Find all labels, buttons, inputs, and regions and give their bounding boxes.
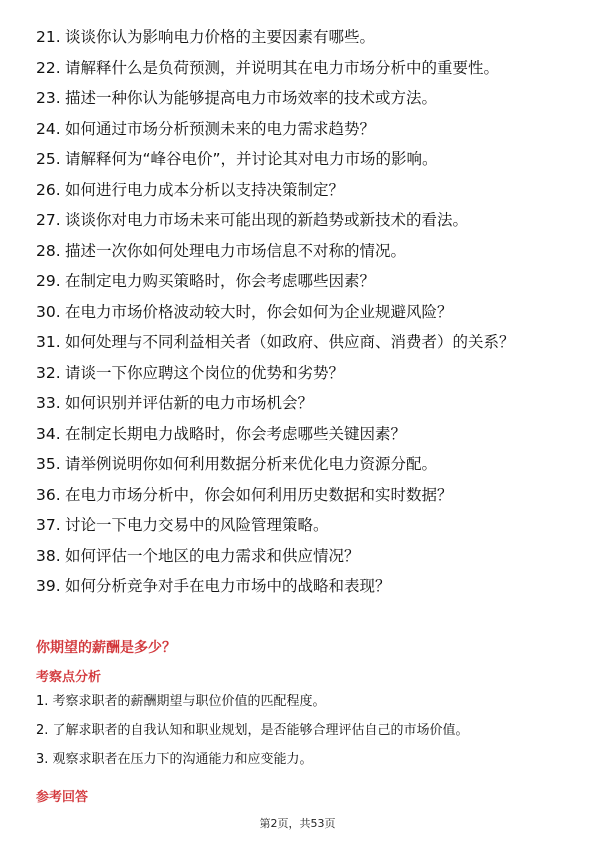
question-text: 请举例说明你如何利用数据分析来优化电力资源分配。 <box>65 455 438 473</box>
question-number: 33. <box>36 394 61 412</box>
question-item <box>36 241 556 261</box>
question-number: 39. <box>36 577 61 595</box>
question-number: 23. <box>36 89 61 107</box>
analysis-heading: 考察点分析 <box>36 670 102 685</box>
analysis-item: 2. 了解求职者的自我认知和职业规划，是否能够合理评估自己的市场价值。 <box>36 723 469 738</box>
analysis-item: 1. 考察求职者的薪酬期望与职位价值的匹配程度。 <box>36 694 326 709</box>
question-item <box>36 393 556 413</box>
question-text: 谈谈你对电力市场未来可能出现的新趋势或新技术的看法。 <box>65 211 469 229</box>
question-item <box>36 119 556 139</box>
question-item <box>36 210 556 230</box>
question-text: 如何识别并评估新的电力市场机会？ <box>65 394 314 412</box>
question-text: 描述一种你认为能够提高电力市场效率的技术或方法。 <box>65 89 438 107</box>
question-item <box>36 515 556 535</box>
question-number: 22. <box>36 58 61 77</box>
question-item <box>36 454 556 474</box>
question-number: 25. <box>36 150 61 168</box>
question-text: 在制定长期电力战略时，你会考虑哪些关键因素？ <box>65 424 407 443</box>
question-item <box>36 302 556 322</box>
question-text: 在电力市场价格波动较大时，你会如何为企业规避风险？ <box>65 302 453 321</box>
question-text: 谈谈你认为影响电力价格的主要因素有哪些。 <box>65 28 376 46</box>
question-number: 34. <box>36 424 61 443</box>
question-text: 描述一次你如何处理电力市场信息不对称的情况。 <box>65 241 407 260</box>
question-item <box>36 149 556 169</box>
reference-answer-heading: 参考回答 <box>36 790 89 805</box>
question-number: 36. <box>36 485 61 504</box>
question-item <box>36 180 556 200</box>
question-text: 如何通过市场分析预测未来的电力需求趋势？ <box>65 119 376 138</box>
question-text: 讨论一下电力交易中的风险管理策略。 <box>65 516 329 534</box>
question-number: 32. <box>36 363 61 382</box>
question-item <box>36 58 556 78</box>
question-text: 在制定电力购买策略时，你会考虑哪些因素？ <box>65 272 376 290</box>
question-number: 29. <box>36 272 61 290</box>
question-item <box>36 27 556 47</box>
page-number: 第2页，共53页 <box>259 817 336 830</box>
question-number: 28. <box>36 241 61 260</box>
question-number: 24. <box>36 119 61 138</box>
analysis-item: 3. 观察求职者在压力下的沟通能力和应变能力。 <box>36 752 313 767</box>
question-item <box>36 485 556 505</box>
question-number: 27. <box>36 211 61 229</box>
question-text: 如何评估一个地区的电力需求和供应情况？ <box>65 546 360 565</box>
question-item <box>36 271 556 291</box>
question-text: 请谈一下你应聘这个岗位的优势和劣势？ <box>65 363 345 382</box>
question-text: 在电力市场分析中，你会如何利用历史数据和实时数据？ <box>65 485 453 504</box>
question-list <box>36 27 556 607</box>
question-text: 如何分析竞争对手在电力市场中的战略和表现？ <box>65 577 391 595</box>
salary-question-heading: 你期望的薪酬是多少？ <box>36 640 176 656</box>
question-number: 35. <box>36 455 61 473</box>
question-text: 请解释何为“峰谷电价”，并讨论其对电力市场的影响。 <box>65 150 438 168</box>
question-item <box>36 546 556 566</box>
question-item <box>36 332 556 352</box>
analysis-list <box>36 693 556 780</box>
question-number: 31. <box>36 333 61 351</box>
question-item <box>36 363 556 383</box>
question-item <box>36 576 556 596</box>
question-number: 37. <box>36 516 61 534</box>
question-number: 30. <box>36 302 61 321</box>
question-text: 请解释什么是负荷预测，并说明其在电力市场分析中的重要性。 <box>65 58 500 77</box>
question-text: 如何处理与不同利益相关者（如政府、供应商、消费者）的关系？ <box>65 333 515 351</box>
question-number: 38. <box>36 546 61 565</box>
question-text: 如何进行电力成本分析以支持决策制定？ <box>65 180 345 199</box>
question-number: 26. <box>36 180 61 199</box>
question-item <box>36 424 556 444</box>
question-item <box>36 88 556 108</box>
question-number: 21. <box>36 28 61 46</box>
